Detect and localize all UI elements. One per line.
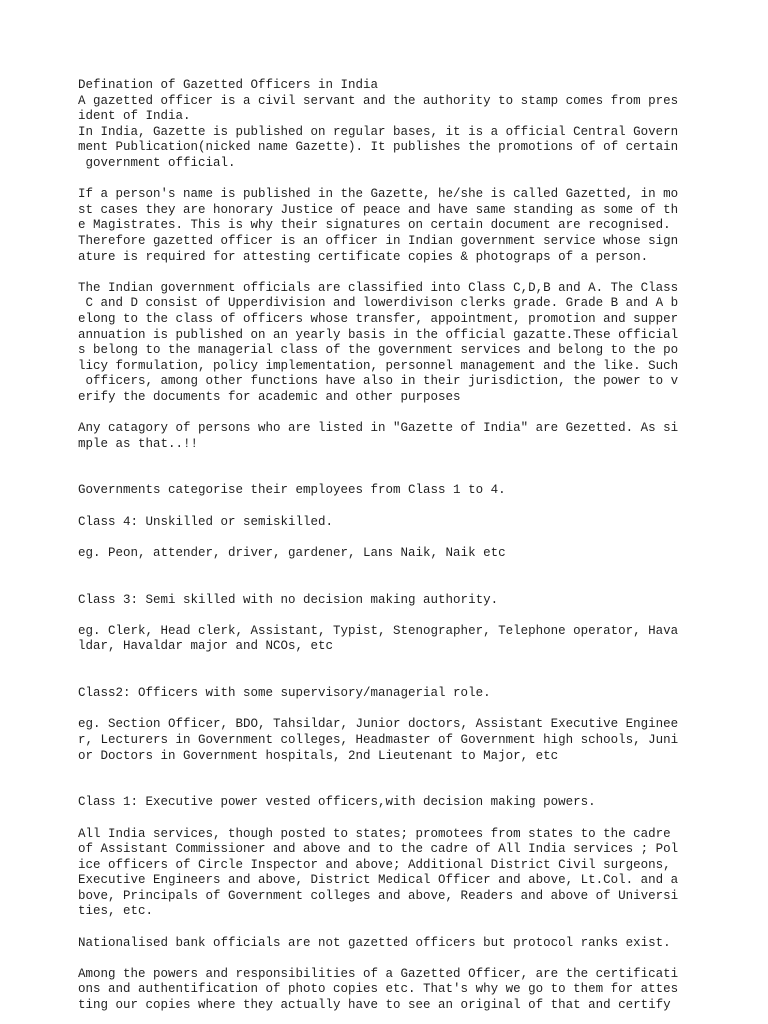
text-line: In India, Gazette is published on regular bases, it is a official Central Govern — [78, 124, 679, 139]
text-line: or Doctors in Government hospitals, 2nd Lieutenant to Major, etc — [78, 748, 559, 763]
text-line: All India services, though posted to states; promotees from states to the cadre — [78, 826, 671, 841]
text-line: annuation is published on an yearly basis in the official gazatte.These official — [78, 327, 679, 342]
blank-line — [78, 780, 698, 796]
document-text — [78, 78, 698, 1014]
text-line: ident of India. — [78, 109, 191, 124]
blank-line — [78, 702, 698, 718]
text-line: If a person's name is published in the Gazette, he/she is called Gazetted, in mo — [78, 187, 679, 202]
text-line: s belong to the managerial class of the government services and belong to the po — [78, 343, 679, 358]
text-line: licy formulation, policy implementation, personnel management and the like. Such — [78, 358, 679, 373]
blank-line — [78, 764, 698, 780]
text-line: government official. — [78, 155, 236, 170]
text-line: The Indian government officials are classified into Class C,D,B and A. The Class — [78, 280, 679, 295]
text-line: of Assistant Commissioner and above and to the cadre of All India services ; Pol — [78, 842, 679, 857]
text-line: C and D consist of Upperdivision and lowerdivison clerks grade. Grade B and A b — [78, 296, 679, 311]
blank-line — [78, 172, 698, 188]
blank-line — [78, 655, 698, 671]
blank-line — [78, 951, 698, 967]
text-line: ment Publication(nicked name Gazette). It publishes the promotions of of certain — [78, 140, 679, 155]
text-line: eg. Peon, attender, driver, gardener, Lans Naik, Naik etc — [78, 545, 506, 560]
text-line: Governments categorise their employees from Class 1 to 4. — [78, 483, 506, 498]
text-line: Class 4: Unskilled or semiskilled. — [78, 514, 334, 529]
text-line: eg. Section Officer, BDO, Tahsildar, Junior doctors, Assistant Executive Enginee — [78, 717, 679, 732]
blank-line — [78, 499, 698, 515]
text-line: bove, Principals of Government colleges and above, Readers and above of Universi — [78, 888, 679, 903]
blank-line — [78, 811, 698, 827]
text-line: elong to the class of officers whose transfer, appointment, promotion and supper — [78, 311, 679, 326]
text-line: r, Lecturers in Government colleges, Headmaster of Government high schools, Juni — [78, 732, 679, 747]
text-line: officers, among other functions have also in their jurisdiction, the power to v — [78, 374, 679, 389]
text-line: eg. Clerk, Head clerk, Assistant, Typist, Stenographer, Telephone operator, Hava — [78, 623, 679, 638]
text-line: Class 1: Executive power vested officers,with decision making powers. — [78, 795, 596, 810]
blank-line — [78, 265, 698, 281]
text-line: erify the documents for academic and other purposes — [78, 389, 461, 404]
blank-line — [78, 671, 698, 687]
text-line: Any catagory of persons who are listed in "Gazette of India" are Gezetted. As si — [78, 421, 679, 436]
blank-line — [78, 561, 698, 577]
text-line: Among the powers and responsibilities of a Gazetted Officer, are the certificati — [78, 966, 679, 981]
blank-line — [78, 577, 698, 593]
text-line: A gazetted officer is a civil servant and the authority to stamp comes from pres — [78, 93, 679, 108]
text-line: Defination of Gazetted Officers in India — [78, 78, 379, 92]
blank-line — [78, 468, 698, 484]
text-line: ice officers of Circle Inspector and above; Additional District Civil surgeons, — [78, 857, 671, 872]
text-line: Therefore gazetted officer is an officer in Indian government service whose sign — [78, 233, 679, 248]
text-line: mple as that..!! — [78, 436, 199, 451]
blank-line — [78, 608, 698, 624]
text-line: Nationalised bank officials are not gazetted officers but protocol ranks exist. — [78, 935, 671, 950]
blank-line — [78, 452, 698, 468]
text-line: Class 3: Semi skilled with no decision making authority. — [78, 592, 499, 607]
text-line: ons and authentification of photo copies etc. That's why we go to them for attes — [78, 982, 679, 997]
text-line: e Magistrates. This is why their signatures on certain document are recognised. — [78, 218, 671, 233]
text-line: ting our copies where they actually have to see an original of that and certify — [78, 998, 671, 1013]
text-line: ature is required for attesting certificate copies & photograps of a person. — [78, 249, 649, 264]
text-line: ldar, Havaldar major and NCOs, etc — [78, 639, 334, 654]
blank-line — [78, 530, 698, 546]
blank-line — [78, 920, 698, 936]
text-line: ties, etc. — [78, 904, 154, 919]
text-line: st cases they are honorary Justice of peace and have same standing as some of th — [78, 202, 679, 217]
text-line: Class2: Officers with some supervisory/managerial role. — [78, 686, 491, 701]
text-line: Executive Engineers and above, District Medical Officer and above, Lt.Col. and a — [78, 873, 679, 888]
blank-line — [78, 405, 698, 421]
